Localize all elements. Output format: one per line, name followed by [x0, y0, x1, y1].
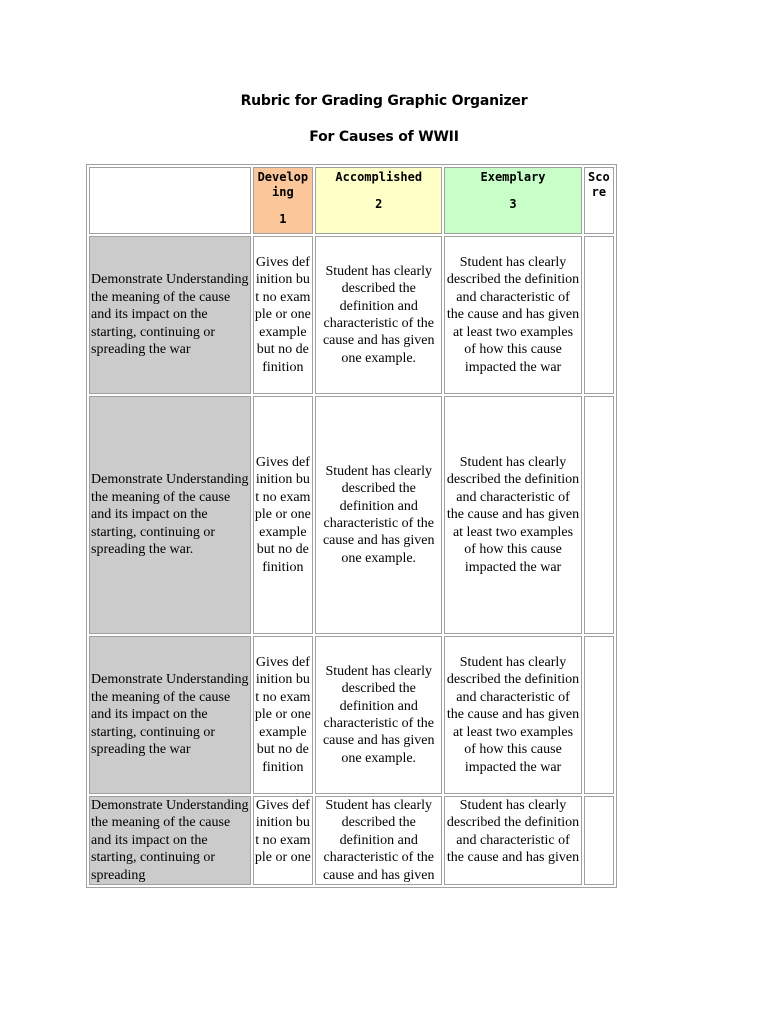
criterion-cell: Demonstrate Understanding the meaning of the cause and its impact on the starting, continuing or spreading [89, 796, 251, 885]
score-cell[interactable] [584, 396, 614, 634]
score-label: Score [588, 170, 610, 199]
header-blank-cell [89, 167, 251, 234]
developing-cell: Gives definition but no example or one example but no definition [253, 636, 314, 794]
accomplished-score: 2 [375, 197, 383, 211]
accomplished-cell: Student has clearly described the definition and characteristic of the cause and has given one example. [315, 396, 442, 634]
score-cell[interactable] [584, 236, 614, 394]
header-score [584, 167, 614, 234]
exemplary-cell: Student has clearly described the definition and characteristic of the cause and has given [444, 796, 581, 885]
rubric-table [86, 164, 617, 888]
criterion-cell: Demonstrate Understanding the meaning of the cause and its impact on the starting, continuing or spreading the war [89, 236, 251, 394]
rubric-row [89, 236, 614, 394]
accomplished-cell: Student has clearly described the definition and characteristic of the cause and has given one example. [315, 636, 442, 794]
score-cell[interactable] [584, 796, 614, 885]
rubric-row [89, 796, 614, 885]
criterion-cell: Demonstrate Understanding the meaning of the cause and its impact on the starting, continuing or spreading the war [89, 636, 251, 794]
header-row [89, 167, 614, 234]
header-exemplary [444, 167, 581, 234]
accomplished-label: Accomplished [335, 170, 423, 184]
document-subtitle: For Causes of WWII [309, 129, 459, 145]
header-developing [253, 167, 314, 234]
exemplary-cell: Student has clearly described the definition and characteristic of the cause and has given at least two examples of how this cause impacted the war [444, 396, 581, 634]
rubric-row [89, 636, 614, 794]
exemplary-label: Exemplary [480, 170, 546, 184]
developing-cell: Gives definition but no example or one [253, 796, 314, 885]
developing-cell: Gives definition but no example or one example but no definition [253, 236, 314, 394]
score-cell[interactable] [584, 636, 614, 794]
accomplished-cell: Student has clearly described the definition and characteristic of the cause and has given one example. [315, 236, 442, 394]
rubric-row [89, 396, 614, 634]
exemplary-cell: Student has clearly described the definition and characteristic of the cause and has given at least two examples of how this cause impacted the war [444, 636, 581, 794]
developing-score: 1 [279, 212, 287, 226]
header-accomplished [315, 167, 442, 234]
criterion-cell: Demonstrate Understanding the meaning of the cause and its impact on the starting, continuing or spreading the war. [89, 396, 251, 634]
developing-label: Developing [257, 170, 309, 199]
exemplary-cell: Student has clearly described the definition and characteristic of the cause and has given at least two examples of how this cause impacted the war [444, 236, 581, 394]
accomplished-cell: Student has clearly described the definition and characteristic of the cause and has given [315, 796, 442, 885]
document-title: Rubric for Grading Graphic Organizer [240, 93, 528, 109]
developing-cell: Gives definition but no example or one example but no definition [253, 396, 314, 634]
exemplary-score: 3 [509, 197, 517, 211]
